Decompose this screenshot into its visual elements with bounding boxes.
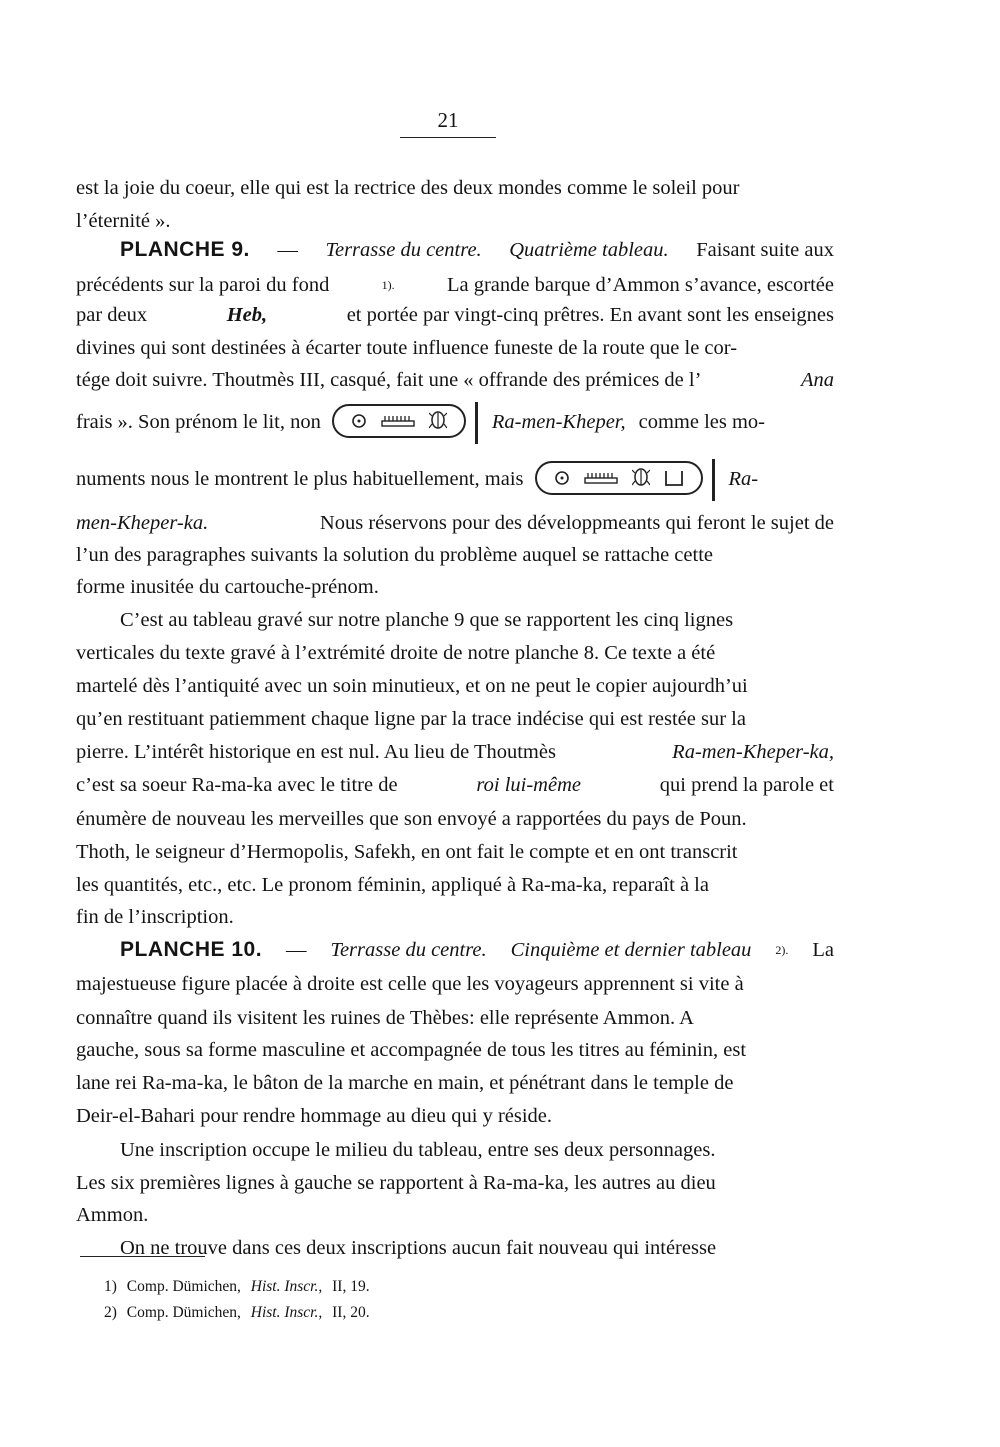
page-number: 21 [400,108,496,138]
text-span: Thoth, le seigneur d’Hermopolis, Safekh, en ont fait le compte et en ont transcrit [76,841,738,863]
text-span: qui prend la parole et [659,774,834,796]
text-line [76,868,834,902]
text-line: PLANCHE 10. — Terrasse du centre. Cinquième et dernier tableau 2). La [120,933,834,967]
text-line [76,1198,834,1232]
text-span: La grande barque d’Ammon s’avance, escortée [446,274,834,296]
footnote-text: Comp. Dümichen, [126,1304,241,1321]
footnote [104,1275,376,1299]
italic-term: roi lui-même [476,774,581,796]
italic-term: Ana [800,369,834,391]
royal-name: men-Kheper-ka. [76,512,209,534]
men-glyph-icon [381,414,415,428]
text-line [76,900,834,934]
text-span: l’un des paragraphes suivants la solution du problème auquel se rattache cette [76,544,713,566]
footnote-text: II, 19. [332,1278,370,1295]
text-span: Deir-el-Bahari pour rendre hommage au dieu qui y réside. [76,1105,553,1127]
text-span: comme les mo- [638,411,766,433]
cartouche-ramenkheperka [535,461,703,495]
text-line [120,1231,834,1265]
dash: — [285,939,307,961]
text-span: est la joie du coeur, elle qui est la rectrice des deux mondes comme le soleil pour [76,177,740,199]
text-line [76,171,834,205]
text-line [76,802,834,836]
men-glyph-icon [584,471,618,485]
cartouche-ramenkheper [332,404,466,438]
footnote-rule [80,1256,205,1257]
text-line [76,405,834,439]
text-span: pierre. L’intérêt historique en est nul. Au lieu de Thoutmès [76,741,556,763]
footnote-title: Hist. Inscr., [250,1304,323,1321]
text-line [76,1033,834,1067]
scarab-icon [429,408,447,434]
italic-term: Heb, [226,304,268,326]
text-span: fin de l’inscription. [76,906,234,928]
text-span: et portée par vingt-cinq prêtres. En avant sont les enseignes [346,304,834,326]
text-line [76,1166,834,1200]
text-line [76,735,834,769]
scarab-icon [632,465,650,491]
text-span: par deux [76,304,148,326]
text-line [76,570,834,604]
text-span: c’est sa soeur Ra-ma-ka avec le titre de [76,774,398,796]
footnote-number: 1) [104,1278,117,1295]
text-span: connaître quand ils visitent les ruines de Thèbes: elle représente Ammon. A [76,1007,694,1029]
royal-name: Ra-men-Kheper, [491,411,626,433]
text-line [120,603,834,637]
text-span: C’est au tableau gravé sur notre planche 9 que se rapportent les cinq lignes [120,609,734,631]
text-span: précédents sur la paroi du fond [76,274,330,296]
text-span: La [812,939,834,961]
footnote-text: Comp. Dümichen, [126,1278,241,1295]
section-title: Terrasse du centre. [330,939,487,961]
text-line [76,462,834,496]
royal-name: Ra-men-Kheper-ka, [672,741,834,763]
text-line [76,768,834,802]
text-line [76,636,834,670]
section-subtitle: Quatrième tableau. [509,239,669,261]
text-span: divines qui sont destinées à écarter toute influence funeste de la route que le cor- [76,337,738,359]
text-span: forme inusitée du cartouche-prénom. [76,576,379,598]
text-span: les quantités, etc., etc. Le pronom féminin, appliqué à Ra-ma-ka, reparaît à la [76,874,709,896]
plate-heading: PLANCHE 9. [120,238,250,261]
text-span: gauche, sous sa forme masculine et accompagnée de tous les titres au féminin, est [76,1039,747,1061]
text-span: Une inscription occupe le milieu du tableau, entre ses deux personnages. [120,1139,716,1161]
text-line [76,298,834,332]
text-line [76,835,834,869]
text-line [76,669,834,703]
section-title: Terrasse du centre. [325,239,482,261]
text-line [76,967,834,1001]
text-line [76,331,834,365]
footnote-number: 2) [104,1304,117,1321]
text-line [76,363,834,397]
text-line [76,1001,834,1035]
text-line [76,1066,834,1100]
plate-heading: PLANCHE 10. [120,938,263,961]
text-span: verticales du texte gravé à l’extrémité droite de notre planche 8. Ce texte a été [76,642,716,664]
text-span: martelé dès l’antiquité avec un soin minutieux, et on ne peut le copier aujourdh’ui [76,675,748,697]
text-span: tége doit suivre. Thoutmès III, casqué, fait une « offrande des prémices de l’ [76,369,702,391]
text-span: frais ». Son prénom le lit, non [76,411,321,433]
footnote [104,1301,376,1325]
ka-arms-icon [664,469,684,487]
royal-name: Ra- [728,468,759,490]
text-span: Nous réservons pour des développmeants qui feront le sujet de [319,512,834,534]
text-span: énumère de nouveau les merveilles que son envoyé a rapportées du pays de Poun. [76,808,747,830]
sun-disk-icon [351,413,367,429]
text-span: On ne trouve dans ces deux inscriptions aucun fait nouveau qui intéresse [120,1237,717,1259]
text-line [120,1133,834,1167]
text-line [76,1099,834,1133]
text-span: numents nous le montrent le plus habituellement, mais [76,468,524,490]
text-span: Ammon. [76,1204,149,1226]
text-span: l’éternité ». [76,210,171,232]
text-span: majestueuse figure placée à droite est celle que les voyageurs apprennent si vite à [76,973,744,995]
dash: — [277,239,298,261]
text-line [76,702,834,736]
footnote-title: Hist. Inscr., [250,1278,323,1295]
text-line [76,506,834,540]
section-subtitle: Cinquième et dernier tableau [510,939,752,961]
sun-disk-icon [554,470,570,486]
text-line [120,233,834,267]
footnote-text: II, 20. [332,1304,370,1321]
text-span: Faisant suite aux [696,239,834,261]
text-span: qu’en restituant patiemment chaque ligne par la trace indécise qui est restée sur la [76,708,746,730]
text-span: Les six premières lignes à gauche se rapportent à Ra-ma-ka, les autres au dieu [76,1172,716,1194]
text-line [76,538,834,572]
text-line: précédents sur la paroi du fond 1). La grande barque d’Ammon s’avance, escortée [76,268,834,302]
text-span: lane rei Ra-ma-ka, le bâton de la marche en main, et pénétrant dans le temple de [76,1072,734,1094]
